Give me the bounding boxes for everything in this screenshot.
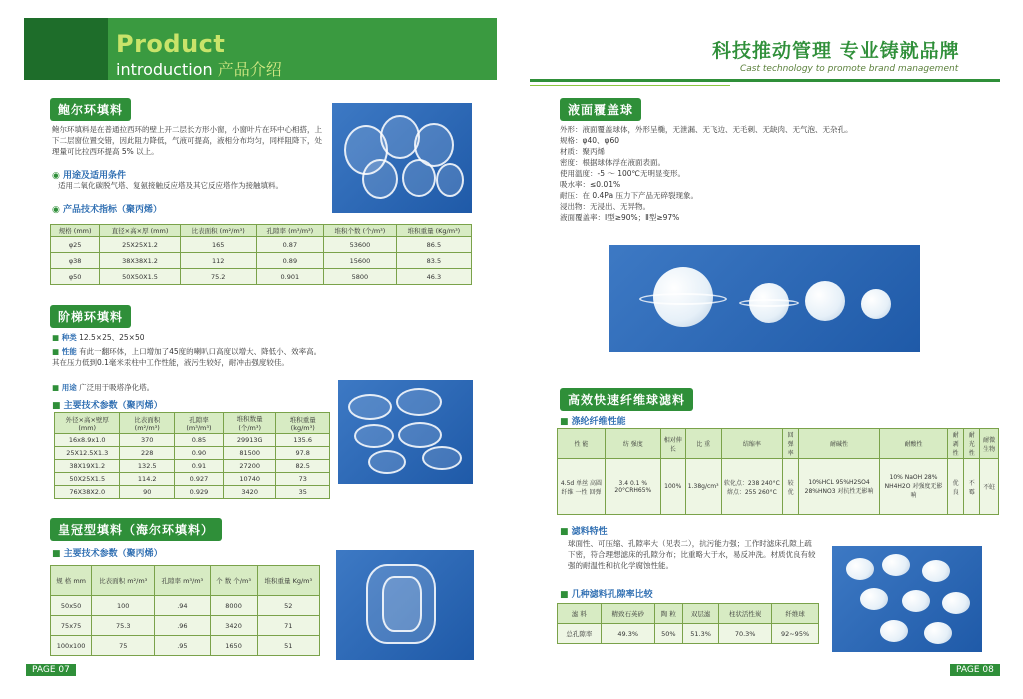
table-cell: 38X19X1.2: [55, 460, 120, 473]
table-header-cell: 纤维球: [772, 604, 819, 624]
table-row: [51, 596, 320, 616]
fiber-perf-title: [560, 414, 626, 427]
table-cell: 76X38X2.0: [55, 486, 120, 499]
fiber-perf-heading: 涤纶纤维性能: [571, 417, 626, 427]
compare-heading: 几种滤料孔隙率比较: [571, 590, 653, 600]
table-cell: 10740: [223, 473, 276, 486]
table-cell: 165: [180, 237, 256, 253]
pall-ring-table: [50, 224, 472, 285]
table-cell: 5800: [324, 269, 397, 285]
table-header-cell: 孔隙率 (m³/m³): [256, 225, 323, 237]
table-cell: φ50: [51, 269, 100, 285]
table-row: [55, 434, 330, 447]
spec-line: 吸水率：≤0.01%: [560, 180, 621, 189]
table-cell: 70.3%: [719, 624, 772, 644]
square-bullet-icon: ■: [52, 333, 62, 342]
spec-line: 使用温度：-5 ～ 100℃无明显变形。: [560, 169, 685, 178]
table-header-cell: 耐剥性: [948, 429, 964, 459]
table-header-cell: 耐酸性: [879, 429, 947, 459]
table-cell: 46.3: [396, 269, 471, 285]
table-header-cell: 精致石英砂: [601, 604, 654, 624]
header-title: Product: [116, 30, 226, 58]
cascade-use-label: 用途: [61, 383, 77, 392]
table-header-cell: 堆积重量 (Kg/m³): [396, 225, 471, 237]
table-header-row: [558, 429, 999, 459]
table-row: [55, 473, 330, 486]
table-cell: 0.85: [175, 434, 224, 447]
table-header-row: [51, 566, 320, 596]
table-cell: 75.2: [180, 269, 256, 285]
crown-ring-table: [50, 565, 320, 656]
table-cell: 83.5: [396, 253, 471, 269]
table-header-cell: 回弹率: [783, 429, 799, 459]
table-row: [558, 624, 819, 644]
table-cell: 97.8: [276, 447, 330, 460]
table-row: [51, 253, 472, 269]
bullet-icon: ◉: [52, 205, 63, 215]
table-cell: 228: [120, 447, 175, 460]
spec-line: 液面覆盖率：Ⅰ型≥90%；Ⅱ型≥97%: [560, 213, 680, 222]
table-cell: 0.91: [175, 460, 224, 473]
table-header-row: [55, 413, 330, 434]
cascade-ring-perf: [52, 346, 322, 368]
table-cell: 112: [180, 253, 256, 269]
pall-ring-spec-heading: 产品技术指标（聚丙烯）: [63, 205, 163, 215]
pall-ring-photo: [332, 103, 472, 213]
table-cell: 53600: [324, 237, 397, 253]
table-cell: 3420: [210, 616, 257, 636]
table-header-cell: 堆积数量 (个/m³): [223, 413, 276, 434]
square-bullet-icon: ■: [560, 590, 572, 600]
table-header-cell: 直径×高×厚 (mm): [100, 225, 180, 237]
table-row: [55, 447, 330, 460]
table-header-cell: 双层滤: [683, 604, 719, 624]
table-cell: 100%: [660, 459, 685, 515]
table-cell: 90: [120, 486, 175, 499]
table-cell: 71: [257, 616, 319, 636]
spec-line: 耐压：在 0.4Pa 压力下产品无碎裂现象。: [560, 191, 698, 200]
table-header-cell: 柱状活性炭: [719, 604, 772, 624]
page-number-left: PAGE 07: [26, 664, 76, 676]
table-cell: φ25: [51, 237, 100, 253]
bullet-icon: ◉: [52, 171, 63, 181]
cascade-kind-text: 12.5×25、25×50: [79, 333, 145, 342]
fiber-ball-photo: [832, 546, 982, 652]
slogan-en: Cast technology to promote brand management: [740, 64, 959, 74]
table-header-cell: 性 能: [558, 429, 606, 459]
spec-line: 密度：根据球体浮在液面表面。: [560, 158, 665, 167]
table-cell: 优良: [948, 459, 964, 515]
cascade-kind-label: 种类: [61, 333, 77, 342]
table-header-cell: 个 数 个/m³: [210, 566, 257, 596]
crown-ring-spec-title: [52, 546, 163, 559]
table-cell: 0.89: [256, 253, 323, 269]
table-cell: 50x50: [51, 596, 92, 616]
compare-table: [557, 603, 819, 644]
table-header-row: [558, 604, 819, 624]
fiber-feature-title: [560, 524, 608, 537]
table-cell: 370: [120, 434, 175, 447]
section-cascade-ring-title: 阶梯环填料: [50, 305, 131, 328]
cover-ball-photo: [609, 245, 920, 352]
table-row: [51, 636, 320, 656]
spec-line: 材质：聚丙烯: [560, 147, 605, 156]
cascade-ring-kind: [52, 332, 332, 343]
cascade-ring-use: [52, 382, 332, 393]
cover-ball-specs: [560, 124, 940, 223]
square-bullet-icon: ■: [52, 383, 62, 392]
table-header-cell: 结缩率: [721, 429, 783, 459]
table-header-cell: 耐光性: [964, 429, 980, 459]
table-cell: 25X25X1.2: [100, 237, 180, 253]
table-header-cell: 相对伸长: [660, 429, 685, 459]
table-cell: 135.6: [276, 434, 330, 447]
table-cell: .95: [155, 636, 210, 656]
crown-ring-photo: [336, 550, 474, 660]
table-header-cell: 比表面积 (m²/m³): [120, 413, 175, 434]
table-cell: φ38: [51, 253, 100, 269]
table-cell: 0.927: [175, 473, 224, 486]
header-rule-thin: [530, 85, 730, 86]
table-cell: 51: [257, 636, 319, 656]
header-subtitle-en: introduction: [116, 60, 213, 79]
header-rule: [530, 79, 1000, 82]
crown-spec-heading: 主要技术参数（聚丙烯）: [63, 549, 163, 559]
table-cell: 总孔隙率: [558, 624, 602, 644]
section-crown-ring-title: 皇冠型填料（海尔环填料）: [50, 518, 222, 541]
cascade-spec-heading: 主要技术参数（聚丙烯）: [63, 401, 163, 411]
pall-ring-spec-title: [52, 202, 162, 215]
table-cell: 86.5: [396, 237, 471, 253]
table-cell: 114.2: [120, 473, 175, 486]
cascade-ring-table: [54, 412, 330, 499]
table-header-cell: 耐微生物: [980, 429, 999, 459]
square-bullet-icon: ■: [560, 417, 572, 427]
table-cell: 50%: [654, 624, 682, 644]
table-cell: 25X12.5X1.3: [55, 447, 120, 460]
table-header-cell: 比表面积 m²/m³: [92, 566, 155, 596]
table-cell: 0.90: [175, 447, 224, 460]
table-cell: 15600: [324, 253, 397, 269]
header-subtitle: [116, 57, 282, 80]
cascade-use-text: 广泛用于吸塔净化塔。: [79, 383, 155, 392]
spec-line: 规格：φ40、φ60: [560, 136, 619, 145]
table-cell: 92~95%: [772, 624, 819, 644]
table-header-cell: 外径×高×壁厚 (mm): [55, 413, 120, 434]
table-cell: 35: [276, 486, 330, 499]
table-cell: 82.5: [276, 460, 330, 473]
table-cell: 4.5d 单丝 高圆 纤维 一性 回弹: [558, 459, 606, 515]
table-cell: .96: [155, 616, 210, 636]
fiber-perf-table: [557, 428, 999, 515]
pall-ring-use-text: 适用二氧化碳脱气塔、复氨接触反应塔及其它反应塔作为接触填料。: [58, 181, 283, 190]
square-bullet-icon: ■: [52, 549, 64, 559]
table-header-cell: 陶 粒: [654, 604, 682, 624]
table-cell: 73: [276, 473, 330, 486]
table-cell: 100: [92, 596, 155, 616]
table-header-cell: 规格 (mm): [51, 225, 100, 237]
square-bullet-icon: ■: [560, 527, 572, 537]
table-cell: 75x75: [51, 616, 92, 636]
table-cell: 50X25X1.5: [55, 473, 120, 486]
table-cell: 10% NaOH 28% NH4H2O 对强度无影响: [879, 459, 947, 515]
table-header-cell: 纺 强度: [605, 429, 660, 459]
table-cell: 16x8.9x1.0: [55, 434, 120, 447]
table-cell: 132.5: [120, 460, 175, 473]
table-cell: 38X38X1.2: [100, 253, 180, 269]
table-header-cell: 堆积重量 Kg/m³: [257, 566, 319, 596]
table-cell: 不霉: [964, 459, 980, 515]
table-row: [558, 459, 999, 515]
table-cell: 0.929: [175, 486, 224, 499]
slogan: 科技推动管理 专业铸就品牌: [712, 40, 960, 62]
table-cell: 75: [92, 636, 155, 656]
section-pall-ring-title: 鲍尔环填料: [50, 98, 131, 121]
table-cell: 3420: [223, 486, 276, 499]
fiber-feature-heading: 滤料特性: [571, 527, 608, 537]
table-cell: 较优: [783, 459, 799, 515]
table-cell: 10%HCL 95%H2SO4 28%HNO3 对抗性无影响: [799, 459, 880, 515]
pall-ring-description: 鲍尔环填料是在普通拉西环的壁上开二层长方形小窗，小窗叶片在环中心相搭，上下二层窗位置交错，因此阻力降低，气液可提高，液相分布均匀，同样阻降下，处理量可比拉西环提高 5% 以上。: [52, 125, 322, 156]
table-cell: 49.3%: [601, 624, 654, 644]
square-bullet-icon: ■: [52, 401, 64, 411]
table-header-cell: 比 重: [685, 429, 721, 459]
table-cell: 50X50X1.5: [100, 269, 180, 285]
table-header-cell: 堆积重量 (kg/m³): [276, 413, 330, 434]
table-row: [51, 616, 320, 636]
table-cell: .94: [155, 596, 210, 616]
table-row: [55, 486, 330, 499]
table-header-cell: 堆积个数 (个/m³): [324, 225, 397, 237]
square-bullet-icon: ■: [52, 347, 62, 356]
table-header-cell: 比表面积 (m²/m³): [180, 225, 256, 237]
table-row: [51, 237, 472, 253]
compare-title: [560, 587, 653, 600]
table-cell: 75.3: [92, 616, 155, 636]
cascade-ring-photo: [338, 380, 473, 484]
page-number-right: PAGE 08: [950, 664, 1000, 676]
table-cell: 52: [257, 596, 319, 616]
section-cover-ball-title: 液面覆盖球: [560, 98, 641, 121]
cascade-ring-spec-title: [52, 398, 163, 411]
header-dark-block: [24, 18, 108, 80]
table-cell: 29913G: [223, 434, 276, 447]
pall-ring-use-heading: 用途及适用条件: [63, 171, 127, 181]
table-cell: 0.901: [256, 269, 323, 285]
spec-line: 外形：液面覆盖球体，外形呈椭，无泄漏、无飞边、无毛刺、无缺肉、无气泡、无杂孔。: [560, 125, 853, 134]
table-cell: 27200: [223, 460, 276, 473]
table-cell: 51.3%: [683, 624, 719, 644]
section-fiber-ball-title: 高效快速纤维球滤料: [560, 388, 693, 411]
table-cell: 1650: [210, 636, 257, 656]
table-header-cell: 规 格 mm: [51, 566, 92, 596]
table-header-cell: 孔隙率 (m³/m³): [175, 413, 224, 434]
table-header-cell: 孔隙率 m³/m³: [155, 566, 210, 596]
table-header-cell: 耐碱性: [799, 429, 880, 459]
cascade-perf-text: 有此一翻环体，上口增加了45度的喇叭口高度以增大、降低小、效率高。其在压力低到0.1毫米汞柱中工作性能，液污生较好，耐冲击强度较佳。: [52, 347, 322, 367]
table-cell: 软化点：238 240°C 熔点：255 260°C: [721, 459, 783, 515]
fiber-feature-text: 球面性、可压缩、孔隙率大（见表二），抗污能力强；工作时滤床孔隙上疏下密，符合理想滤床的孔隙分布；比重略大于水，易反冲洗。材质优良有较强的耐温性和抗化学腐蚀性能。: [568, 539, 816, 570]
table-row: [51, 269, 472, 285]
table-header-row: [51, 225, 472, 237]
table-row: [55, 460, 330, 473]
table-cell: 0.87: [256, 237, 323, 253]
table-cell: 3.4 0.1 % 20°CRH65%: [605, 459, 660, 515]
spec-line: 浸出物：无浸出、无异物。: [560, 202, 650, 211]
header-subtitle-cn: 产品介绍: [217, 60, 282, 79]
table-cell: 100x100: [51, 636, 92, 656]
table-cell: 81500: [223, 447, 276, 460]
table-header-cell: 滤 料: [558, 604, 602, 624]
cascade-perf-label: 性能: [61, 347, 77, 356]
table-cell: 不蛀: [980, 459, 999, 515]
table-cell: 1.38g/cm³: [685, 459, 721, 515]
table-cell: 8000: [210, 596, 257, 616]
